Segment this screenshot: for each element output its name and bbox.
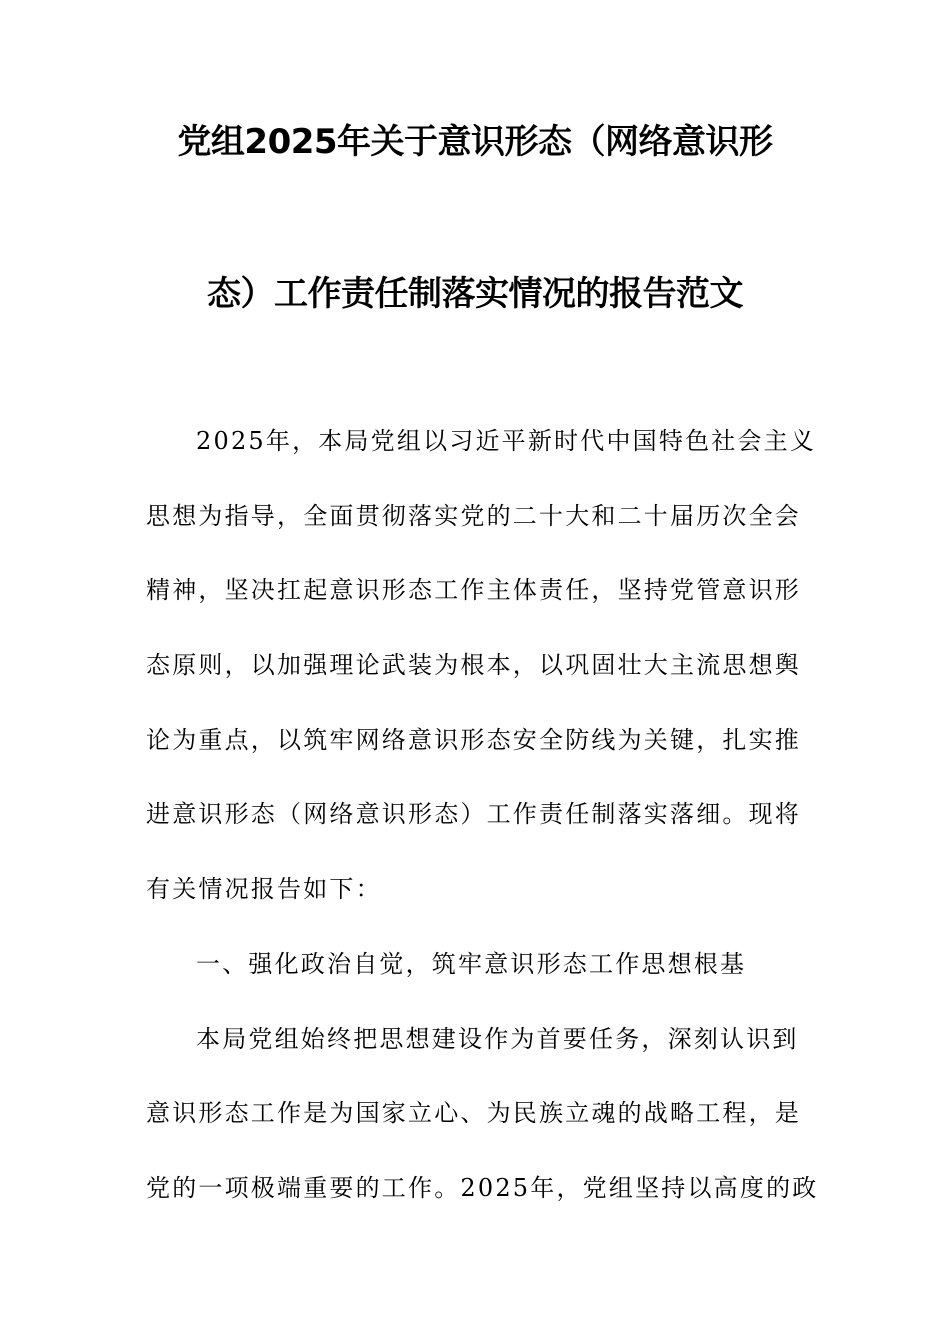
paragraph-line: 2025年，本局党组以习近平新时代中国特色社会主义 [196,427,817,455]
paragraph-line: 态原则，以加强理论武装为根本，以巩固壮大主流思想舆 [146,651,801,679]
paragraph-line: 进意识形态（网络意识形态）工作责任制落实落细。现将 [146,800,801,828]
paragraph-line: 党的一项极端重要的工作。2025年，党组坚持以高度的政 [146,1174,819,1202]
paragraph-line: 思想为指导，全面贯彻落实党的二十大和二十届历次全会 [146,502,801,530]
paragraph-line: 论为重点，以筑牢网络意识形态安全防线为关键，扎实推 [146,726,801,754]
paragraph-line: 意识形态工作是为国家立心、为民族立魂的战略工程，是 [146,1099,801,1127]
document-title-line-2: 态）工作责任制落实情况的报告范文 [207,274,743,314]
section-heading: 一、强化政治自觉，筑牢意识形态工作思想根基 [196,950,747,978]
document-title-line-1: 党组2025年关于意识形态（网络意识形 [177,122,773,162]
paragraph-line: 本局党组始终把思想建设作为首要任务，深刻认识到 [196,1025,799,1053]
paragraph-line: 有关情况报告如下： [146,875,382,903]
paragraph-line: 精神，坚决扛起意识形态工作主体责任，坚持党管意识形 [146,576,801,604]
